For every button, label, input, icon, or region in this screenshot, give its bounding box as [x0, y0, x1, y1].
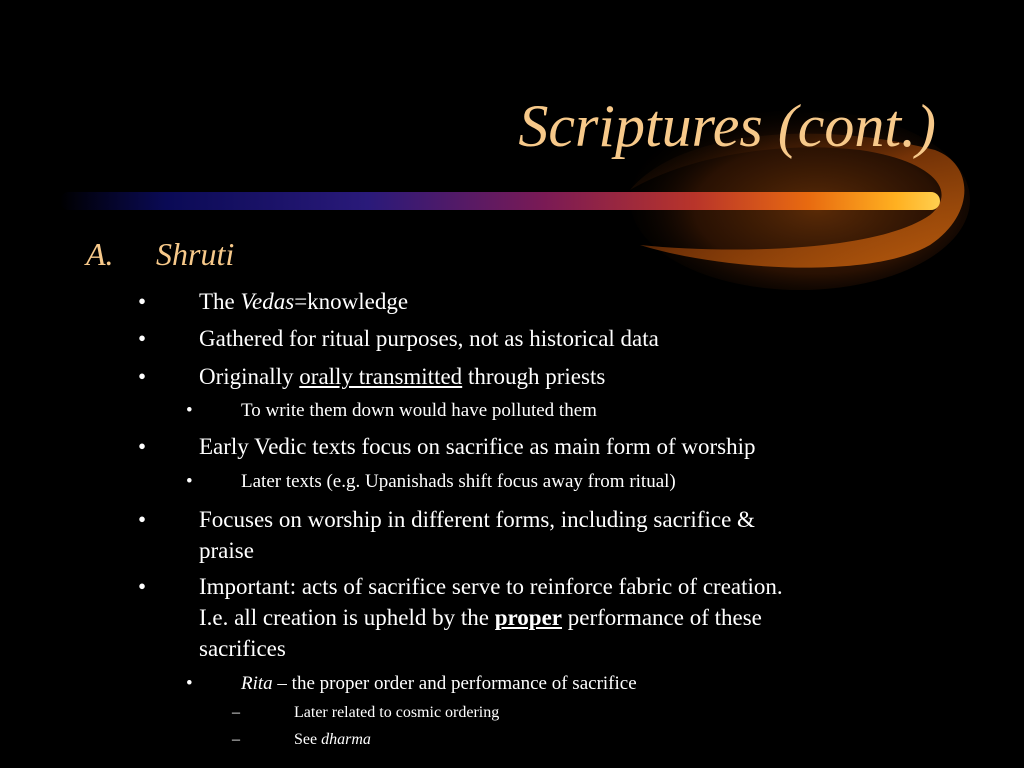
text: I.e. all creation is upheld by the [199, 605, 495, 630]
text: through priests [462, 364, 606, 389]
bullet-glyph: • [186, 400, 193, 421]
emphasis-text: dharma [321, 731, 371, 748]
text: – the proper order and performance of sacrifice [272, 673, 637, 694]
text: The [199, 289, 241, 314]
text: See [294, 731, 322, 748]
bullet-glyph: • [138, 289, 147, 314]
emphasis-text: Vedas [240, 289, 295, 314]
text: performance of these [562, 605, 762, 630]
underlined-text: orally transmitted [299, 364, 463, 389]
bullet-glyph: • [186, 471, 193, 492]
bold-underlined-text: proper [494, 605, 563, 630]
text: To write them down would have polluted them [241, 400, 597, 421]
text: =knowledge [294, 289, 409, 314]
bullet-glyph: • [186, 673, 193, 694]
text: Gathered for ritual purposes, not as historical data [199, 326, 659, 351]
section-marker: A. [86, 236, 114, 272]
dash-glyph: – [232, 731, 240, 748]
bullet-glyph: • [138, 326, 147, 351]
text: praise [199, 538, 254, 563]
dash-glyph: – [232, 704, 240, 721]
bullet-glyph: • [138, 434, 147, 459]
section-label: Shruti [156, 236, 235, 272]
emphasis-text: Rita [241, 673, 273, 694]
text: Early Vedic texts focus on sacrifice as main form of worship [199, 434, 756, 459]
slide-title: Scriptures (cont.) [518, 93, 936, 159]
text: Originally [199, 364, 300, 389]
text: Later texts (e.g. Upanishads shift focus away from ritual) [241, 471, 676, 492]
section-heading [86, 238, 234, 270]
text: Important: acts of sacrifice serve to reinforce fabric of creation. [199, 574, 783, 599]
text: sacrifices [199, 636, 286, 661]
bullet-glyph: • [138, 574, 147, 599]
bullet-glyph: • [138, 364, 147, 389]
text: Later related to cosmic ordering [294, 704, 500, 721]
bullet-glyph: • [138, 507, 147, 532]
text: Focuses on worship in different forms, including sacrifice & [199, 507, 755, 532]
